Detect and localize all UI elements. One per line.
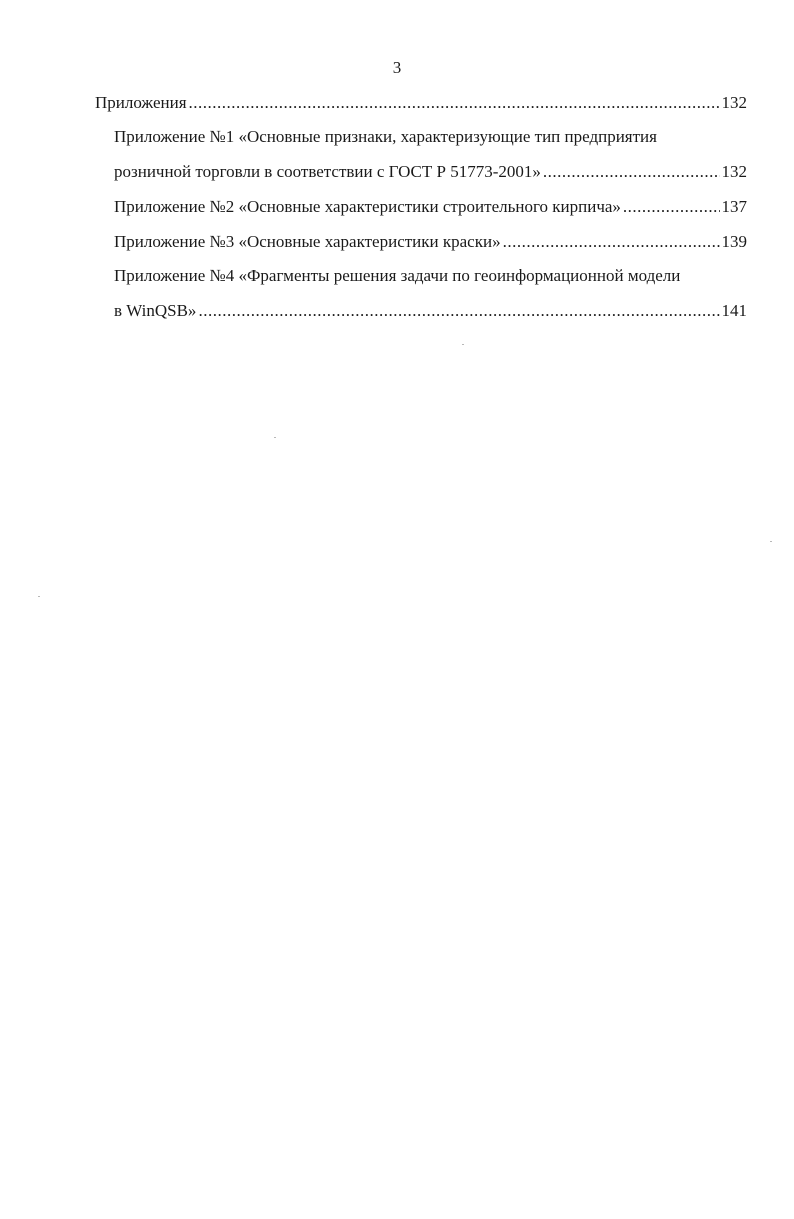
toc-entry-appendix-1[interactable] [114,161,747,183]
toc-page-number: 137 [721,197,747,216]
toc-entry-title: в WinQSB» [114,301,197,320]
toc-leader-dots [503,231,720,253]
toc-page-number: 132 [721,162,747,181]
scan-speck [38,596,40,597]
toc-entry-title: Приложение №2 «Основные характеристики строительного кирпича» [114,197,621,216]
toc-entry-title: Приложение №3 «Основные характеристики краски» [114,232,501,251]
toc-page-number: 132 [721,93,747,112]
toc-section-title: Приложения [95,93,187,112]
toc-leader-dots [198,300,719,322]
toc-page-number: 139 [721,232,747,251]
scan-speck [770,541,772,542]
scan-speck [274,437,276,438]
toc-entry-appendix-1-line1[interactable]: Приложение №1 «Основные признаки, характеризующие тип предприятия [114,127,657,146]
toc-leader-dots [623,196,720,218]
toc-entry-appendix-3[interactable] [114,231,747,253]
toc-entry-title: розничной торговли в соответствии с ГОСТ Р 51773-2001» [114,162,541,181]
toc-page-number: 141 [721,301,747,320]
toc-section-appendices[interactable] [95,92,747,114]
toc-leader-dots [189,92,720,114]
toc-leader-dots [543,161,720,183]
scan-speck [462,344,464,345]
page-number: 3 [392,58,402,77]
toc-entry-appendix-4-line1[interactable]: Приложение №4 «Фрагменты решения задачи по геоинформационной модели [114,266,681,285]
toc-entry-appendix-2[interactable] [114,196,747,218]
toc-entry-appendix-4[interactable] [114,300,747,322]
